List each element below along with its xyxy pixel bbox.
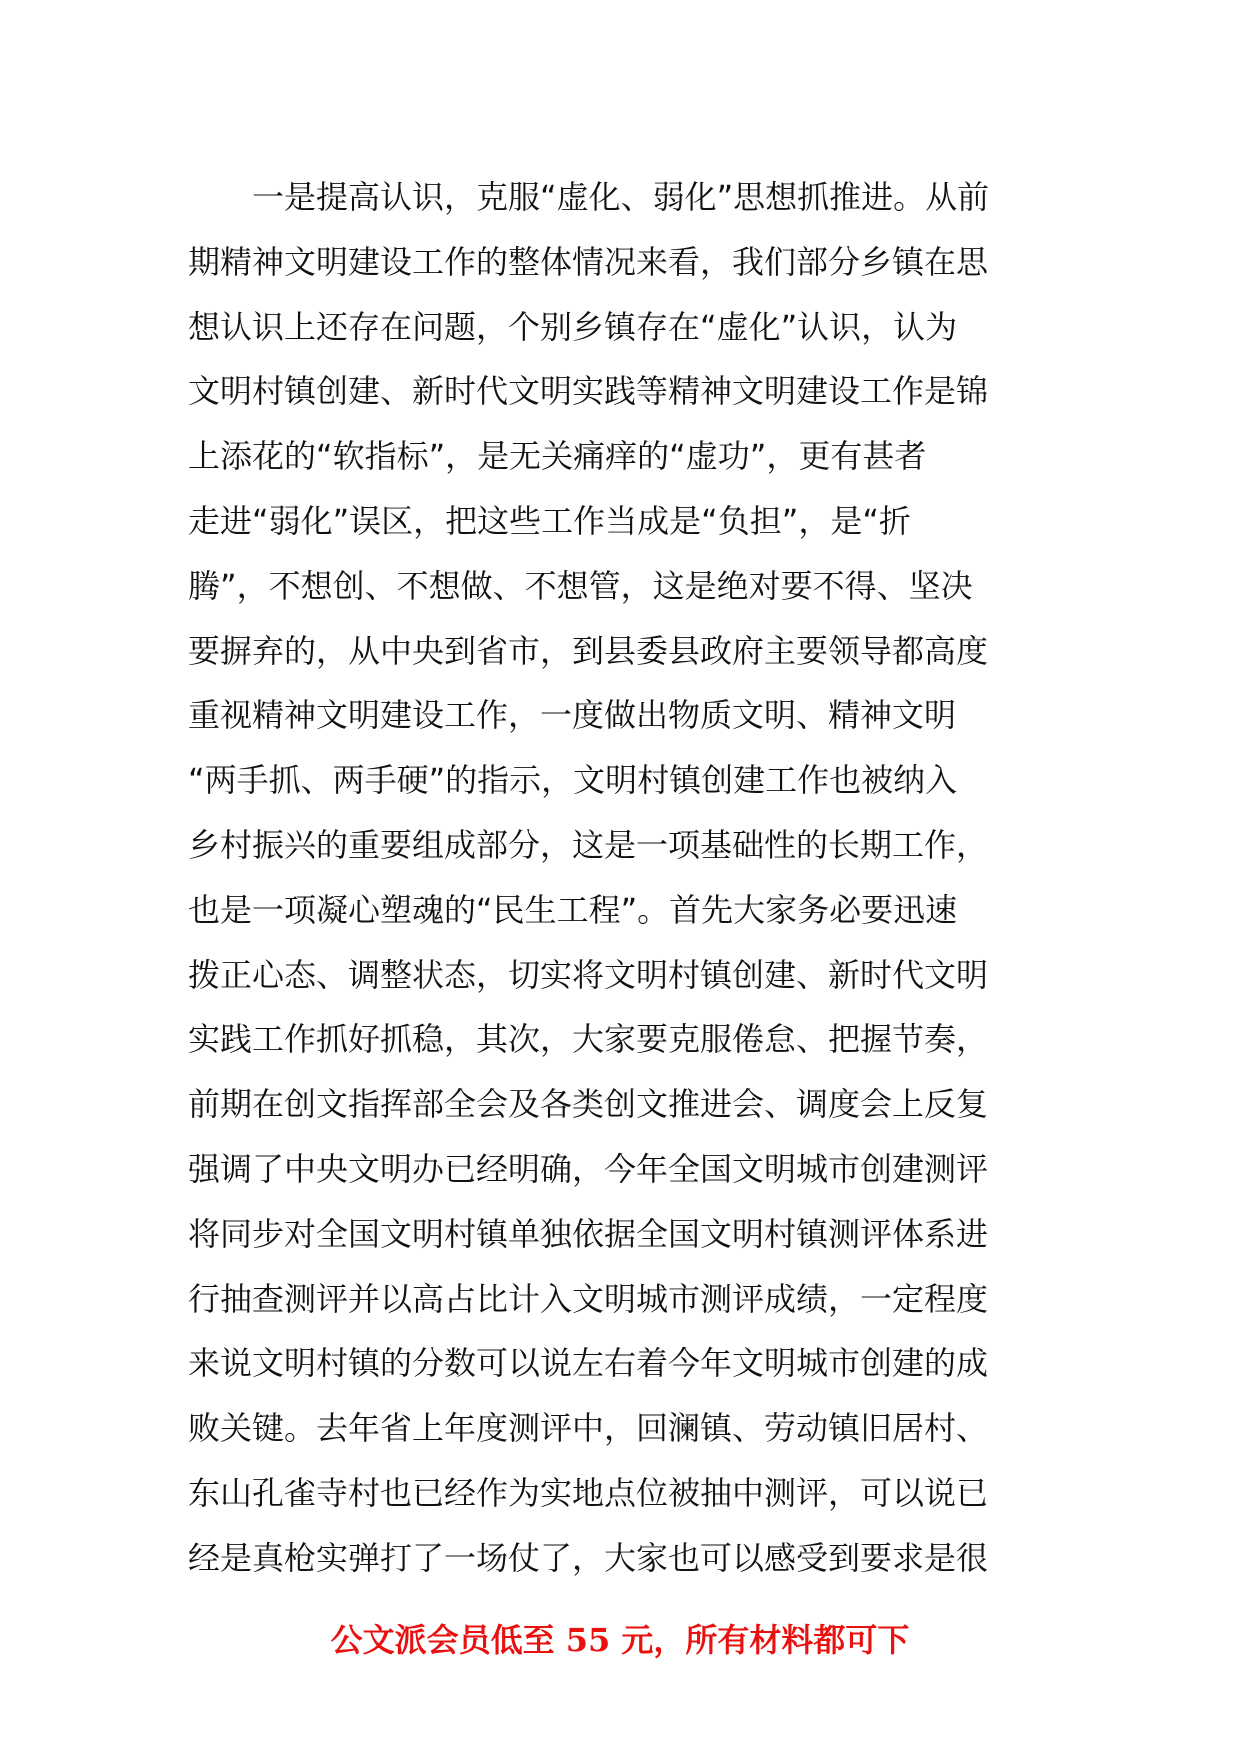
paragraph-line: 强调了中央文明办已经明确，今年全国文明城市创建测评 bbox=[188, 1149, 989, 1188]
paragraph-line: 经是真枪实弹打了一场仗了，大家也可以感受到要求是很 bbox=[188, 1538, 989, 1577]
paragraph-line: “两手抓、两手硬”的指示，文明村镇创建工作也被纳入 bbox=[188, 761, 958, 800]
paragraph-line: 期精神文明建设工作的整体情况来看，我们部分乡镇在思 bbox=[188, 242, 989, 281]
paragraph-line: 走进“弱化”误区，把这些工作当成是“负担”，是“折 bbox=[188, 501, 911, 540]
paragraph-line: 也是一项凝心塑魂的“民生工程”。首先大家务必要迅速 bbox=[188, 890, 958, 929]
paragraph-line: 前期在创文指挥部全会及各类创文推进会、调度会上反复 bbox=[188, 1085, 989, 1124]
paragraph-line: 一是提高认识，克服“虚化、弱化”思想抓推进。从前 bbox=[188, 178, 990, 216]
paragraph-line: 重视精神文明建设工作，一度做出物质文明、精神文明 bbox=[188, 696, 957, 735]
paragraph-line: 文明村镇创建、新时代文明实践等精神文明建设工作是锦 bbox=[188, 372, 989, 411]
paragraph-line: 将同步对全国文明村镇单独依据全国文明村镇测评体系进 bbox=[188, 1214, 989, 1253]
paragraph-line: 东山孔雀寺村也已经作为实地点位被抽中测评，可以说已 bbox=[188, 1473, 989, 1512]
body-paragraph bbox=[188, 165, 1030, 1591]
paragraph-line: 来说文明村镇的分数可以说左右着今年文明城市创建的成 bbox=[188, 1344, 989, 1383]
paragraph-line: 上添花的“软指标”，是无关痛痒的“虚功”，更有甚者 bbox=[188, 437, 927, 476]
paragraph-line: 腾”，不想创、不想做、不想管，这是绝对要不得、坚决 bbox=[188, 566, 973, 605]
paragraph-line: 乡村振兴的重要组成部分，这是一项基础性的长期工作， bbox=[188, 825, 989, 864]
paragraph-line: 实践工作抓好抓稳，其次，大家要克服倦怠、把握节奏， bbox=[188, 1020, 989, 1059]
paragraph-line: 要摒弃的，从中央到省市，到县委县政府主要领导都高度 bbox=[188, 631, 989, 670]
paragraph-line: 拨正心态、调整状态，切实将文明村镇创建、新时代文明 bbox=[188, 955, 989, 994]
paragraph-line: 行抽查测评并以高占比计入文明城市测评成绩，一定程度 bbox=[188, 1279, 989, 1318]
paragraph-line: 想认识上还存在问题，个别乡镇存在“虚化”认识，认为 bbox=[188, 307, 958, 346]
paragraph-line: 败关键。去年省上年度测评中，回澜镇、劳动镇旧居村、 bbox=[188, 1409, 989, 1448]
membership-promo-text: 公文派会员低至 55 元，所有材料都可下 bbox=[330, 1621, 910, 1659]
